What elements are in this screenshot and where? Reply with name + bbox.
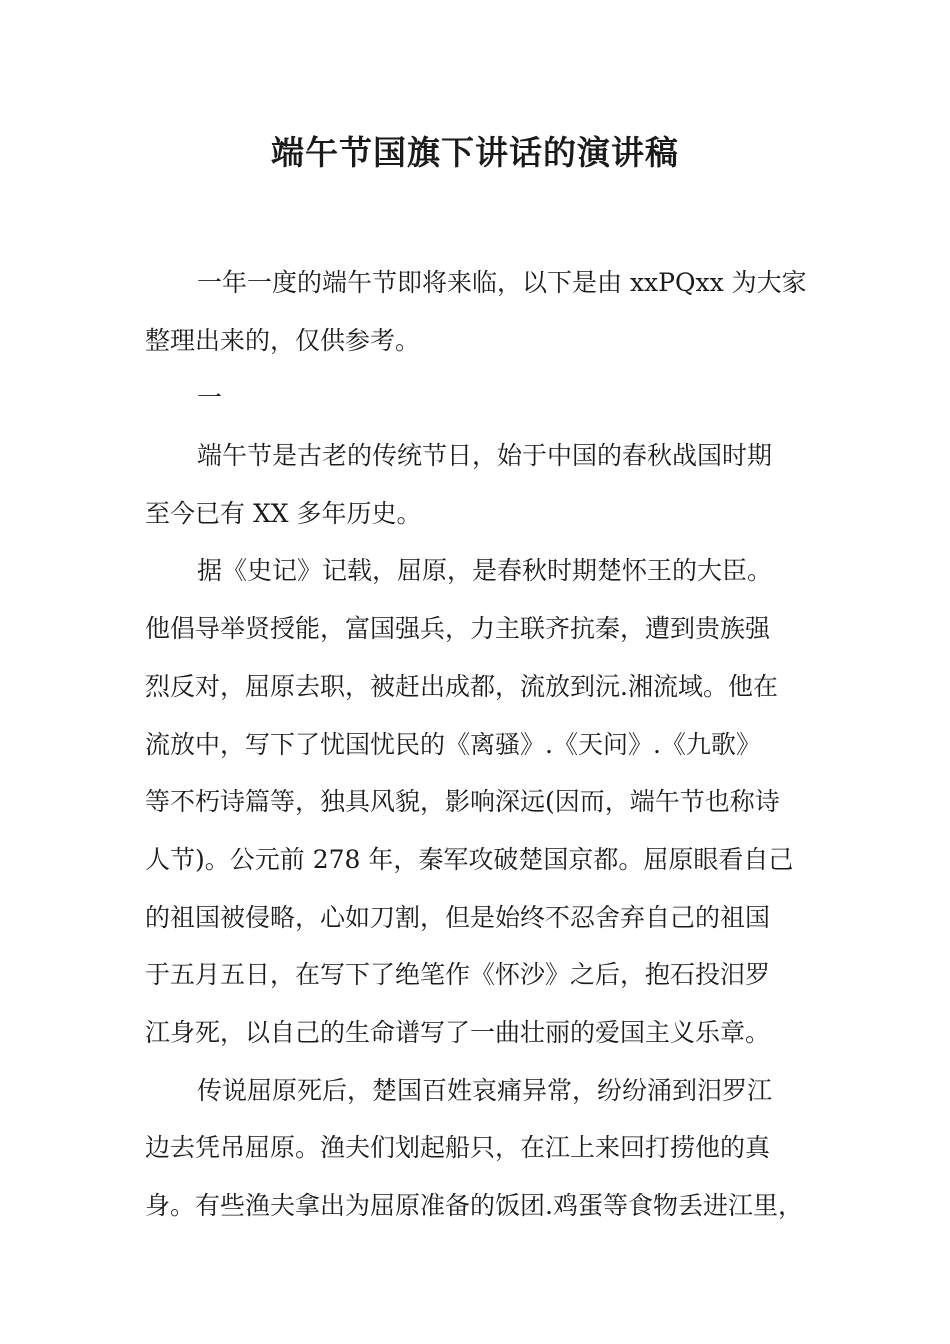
body-line: 他倡导举贤授能，富国强兵，力主联齐抗秦，遭到贵族强 [145, 614, 771, 644]
body-line: 端午节是古老的传统节日，始于中国的春秋战国时期 [197, 441, 773, 471]
body-line: 边去凭吊屈原。渔夫们划起船只，在江上来回打捞他的真 [145, 1133, 771, 1163]
body-line: 于五月五日，在写下了绝笔作《怀沙》之后，抱石投汨罗 [145, 960, 771, 990]
body-line: 流放中，写下了忧国忧民的《离骚》.《天问》.《九歌》 [145, 729, 761, 759]
body-line: 的祖国被侵略，心如刀割，但是始终不忍舍弃自己的祖国 [145, 902, 771, 932]
body-line: 整理出来的，仅供参考。 [145, 325, 421, 355]
body-line: 江身死，以自己的生命谱写了一曲壮丽的爱国主义乐章。 [145, 1017, 771, 1047]
document-body [145, 254, 810, 1235]
body-line: 等不朽诗篇等，独具风貌，影响深远(因而，端午节也称诗 [145, 787, 780, 817]
body-line: 烈反对，屈原去职，被赶出成都，流放到沅.湘流域。他在 [145, 671, 778, 701]
section-number: 一 [197, 383, 223, 413]
body-line: 人节)。公元前 278 年，秦军攻破楚国京都。屈原眼看自己 [145, 844, 794, 874]
body-line: 一年一度的端午节即将来临，以下是由 xxPQxx 为大家 [197, 268, 807, 297]
body-line: 身。有些渔夫拿出为屈原准备的饭团.鸡蛋等食物丢进江里， [145, 1191, 803, 1220]
body-line: 至今已有 XX 多年历史。 [145, 498, 422, 528]
body-line: 传说屈原死后，楚国百姓哀痛异常，纷纷涌到汨罗江 [197, 1075, 773, 1105]
body-line: 据《史记》记载，屈原，是春秋时期楚怀王的大臣。 [197, 556, 773, 586]
document-title: 端午节国旗下讲话的演讲稿 [271, 133, 679, 172]
